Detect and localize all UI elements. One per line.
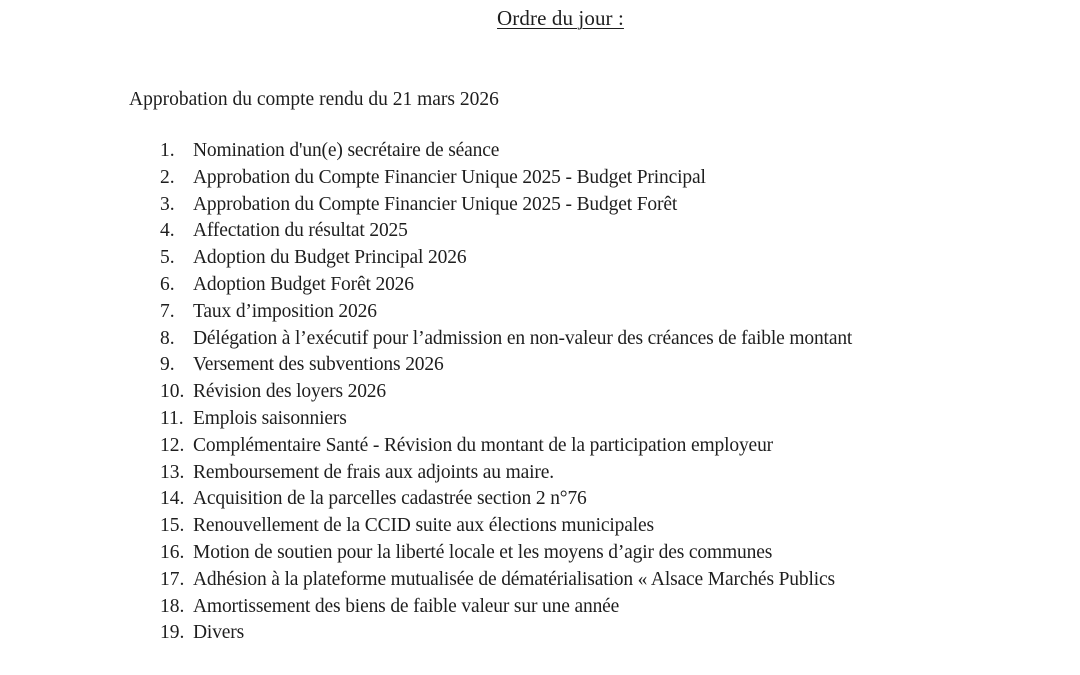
agenda-item-text: Acquisition de la parcelles cadastrée section 2 n°76 [193, 488, 587, 510]
agenda-item-text: Adhésion à la plateforme mutualisée de dématérialisation « Alsace Marchés Publics [193, 568, 835, 590]
agenda-item-text: Versement des subventions 2026 [193, 354, 444, 376]
intro-line: Approbation du compte rendu du 21 mars 2026 [129, 89, 499, 110]
agenda-item-number: 19. [160, 622, 185, 644]
agenda-item-number: 15. [160, 515, 185, 537]
agenda-item-text: Délégation à l’exécutif pour l’admission en non-valeur des créances de faible montant [193, 327, 853, 349]
agenda-item-number: 13. [160, 461, 185, 483]
agenda-item-number: 6. [160, 273, 175, 295]
agenda-item-text: Approbation du Compte Financier Unique 2025 - Budget Principal [193, 166, 706, 188]
agenda-item-number: 2. [160, 166, 175, 188]
agenda-item-number: 12. [160, 434, 185, 456]
agenda-item-text: Emplois saisonniers [193, 407, 347, 429]
agenda-item-number: 14. [160, 488, 185, 510]
agenda-item-text: Remboursement de frais aux adjoints au maire. [193, 461, 554, 483]
agenda-item-text: Amortissement des biens de faible valeur sur une année [193, 595, 620, 617]
agenda-item-number: 17. [160, 568, 185, 590]
agenda-item-number: 10. [160, 381, 185, 403]
agenda-item-text: Révision des loyers 2026 [193, 381, 387, 403]
agenda-item-text: Complémentaire Santé - Révision du montant de la participation employeur [193, 434, 774, 456]
agenda-item-number: 18. [160, 595, 185, 617]
agenda-item-number: 9. [160, 354, 175, 376]
agenda-item-number: 3. [160, 193, 175, 215]
agenda-item-number: 11. [160, 407, 184, 429]
agenda-item-text: Approbation du Compte Financier Unique 2025 - Budget Forêt [193, 193, 678, 215]
agenda-item-text: Affectation du résultat 2025 [193, 220, 408, 242]
agenda-item-number: 5. [160, 247, 175, 269]
agenda-item-number: 4. [160, 220, 175, 242]
agenda-item-text: Taux d’imposition 2026 [193, 300, 377, 322]
agenda-item-number: 8. [160, 327, 175, 349]
agenda-item-number: 7. [160, 300, 175, 322]
agenda-item-text: Motion de soutien pour la liberté locale et les moyens d’agir des communes [193, 541, 773, 563]
agenda-item-text: Renouvellement de la CCID suite aux élections municipales [193, 515, 654, 537]
agenda-item-text: Nomination d'un(e) secrétaire de séance [193, 140, 500, 161]
agenda-item-text: Adoption Budget Forêt 2026 [193, 273, 414, 295]
agenda-item-text: Divers [193, 622, 245, 644]
page-title: Ordre du jour : [497, 6, 624, 30]
agenda-item-number: 16. [160, 541, 185, 563]
agenda-item-number: 1. [160, 140, 175, 161]
agenda-item-text: Adoption du Budget Principal 2026 [193, 247, 467, 269]
